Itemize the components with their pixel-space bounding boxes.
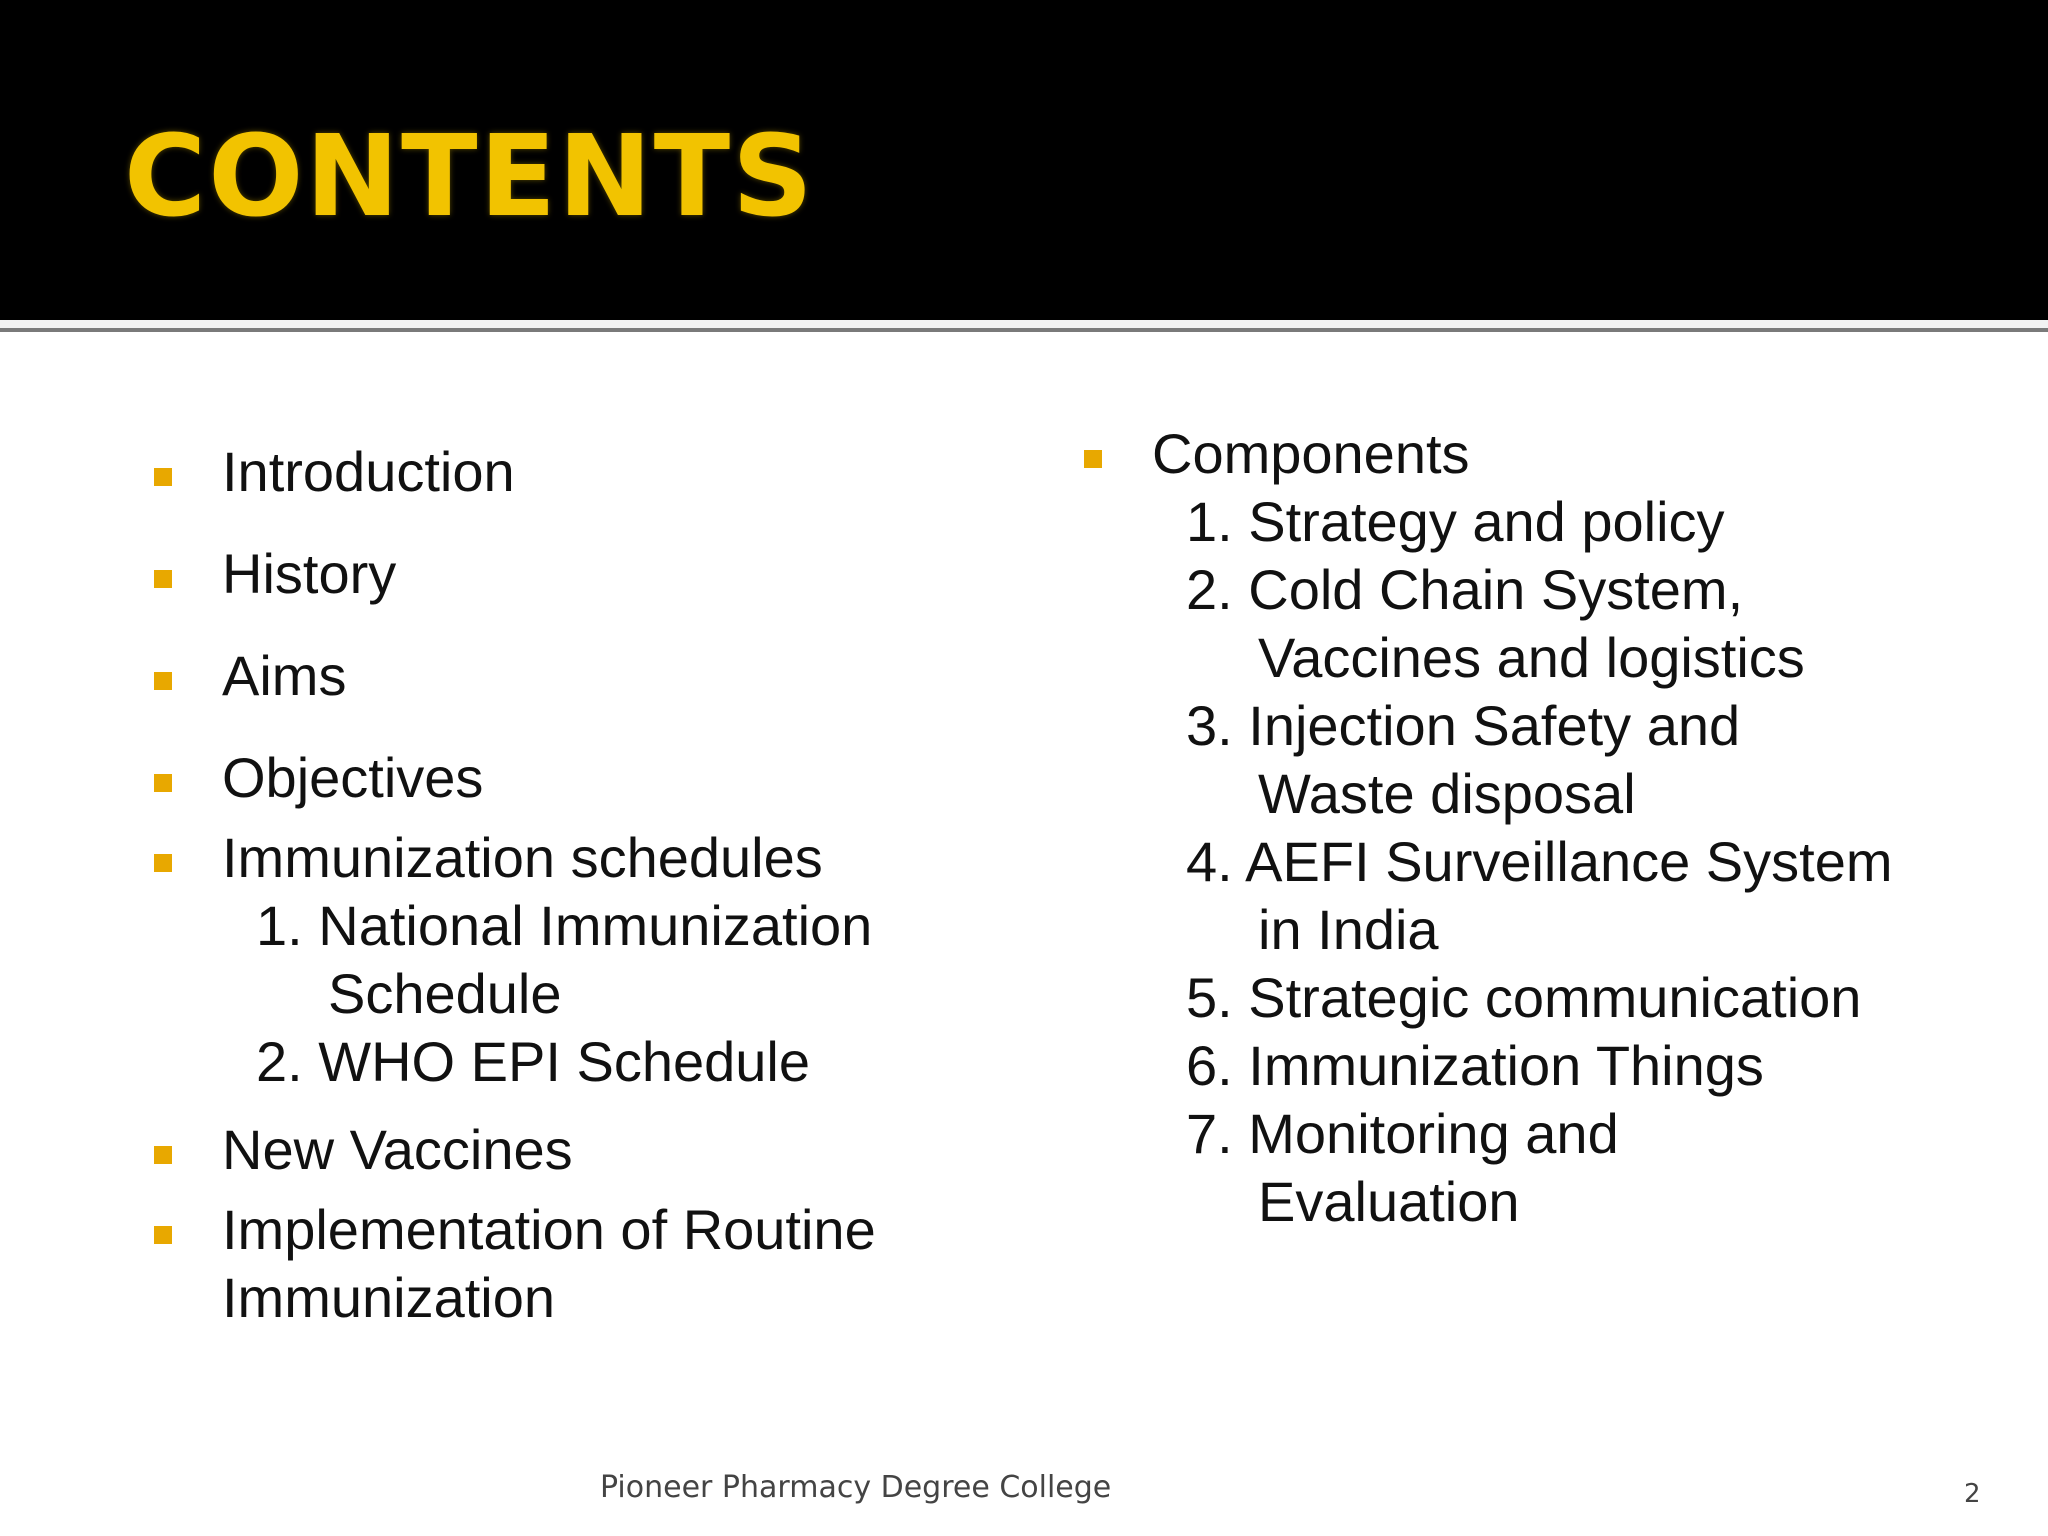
square-bullet-icon (154, 672, 172, 690)
header-divider-shadow (0, 328, 2048, 332)
list-item-label: New Vaccines (222, 1118, 573, 1181)
header-divider (0, 320, 2048, 328)
list-item-label: Introduction (222, 440, 515, 503)
list-item-new-vaccines (150, 1116, 950, 1184)
list-item-objectives (150, 744, 950, 812)
square-bullet-icon (154, 1226, 172, 1244)
square-bullet-icon (154, 1146, 172, 1164)
footer-college-name: Pioneer Pharmacy Degree College (600, 1470, 1112, 1505)
component-item: 1. Strategy and policy (1186, 490, 1725, 553)
square-bullet-icon (154, 468, 172, 486)
component-item: 6. Immunization Things (1186, 1034, 1764, 1097)
title-bar (0, 0, 2048, 320)
right-content-column (1080, 420, 2000, 1236)
list-item-aims (150, 642, 950, 710)
sub-item-who-epi-schedule: 2. WHO EPI Schedule (256, 1030, 811, 1093)
component-item: 4. AEFI Surveillance System in India (1186, 830, 1893, 961)
square-bullet-icon (154, 570, 172, 588)
page-number: 2 (1964, 1479, 1981, 1509)
sub-item-national-schedule: 1. National Immunization Schedule (256, 894, 873, 1025)
list-item-introduction (150, 438, 950, 506)
component-item: 3. Injection Safety and Waste disposal (1186, 694, 1741, 825)
square-bullet-icon (154, 854, 172, 872)
list-item-implementation (150, 1196, 950, 1332)
component-item: 2. Cold Chain System, Vaccines and logistics (1186, 558, 1805, 689)
list-item-history (150, 540, 950, 608)
list-item-label: Objectives (222, 746, 484, 809)
list-item-label: Immunization schedules (222, 826, 823, 889)
list-item-immunization-schedules (150, 824, 950, 892)
list-item-label: Components (1152, 422, 1470, 485)
list-item-label: Implementation of Routine Immunization (222, 1198, 876, 1329)
square-bullet-icon (154, 774, 172, 792)
square-bullet-icon (1084, 450, 1102, 468)
list-item-label: Aims (222, 644, 347, 707)
list-item-label: History (222, 542, 397, 605)
component-item: 7. Monitoring and Evaluation (1186, 1102, 1619, 1233)
list-item-components (1080, 420, 2000, 488)
component-item: 5. Strategic communication (1186, 966, 1862, 1029)
slide-title: CONTENTS (124, 112, 815, 242)
left-content-column (150, 438, 950, 1332)
